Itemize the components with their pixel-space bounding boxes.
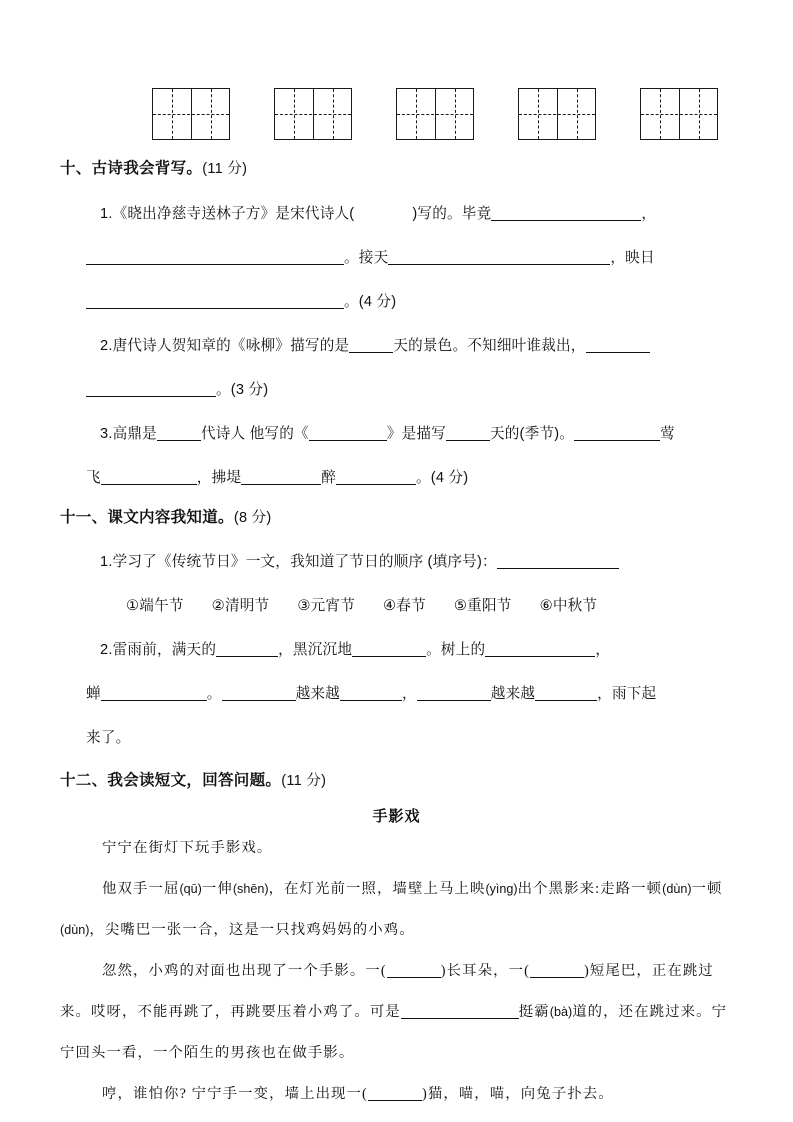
question-points: (4 分): [358, 294, 397, 310]
section-points: (11 分): [202, 161, 248, 177]
question-text: ，拂堤: [196, 470, 242, 486]
option-item[interactable]: ①端午节: [126, 598, 184, 614]
section-heading-11: [60, 505, 272, 527]
pinyin-annotation: (yìng): [485, 882, 518, 896]
answer-blank[interactable]: [86, 379, 216, 397]
answer-blank[interactable]: [222, 683, 296, 701]
passage-text: 他双手一屈: [102, 881, 180, 897]
question-10-3: [60, 412, 735, 500]
question-text: 。树上的: [426, 642, 486, 658]
answer-blank[interactable]: [101, 683, 207, 701]
section-points: (11 分): [281, 773, 327, 789]
answer-blank[interactable]: [157, 423, 201, 441]
passage-text: )长耳朵，一(: [440, 963, 530, 979]
question-11-2: [60, 628, 735, 760]
tianzige-cell[interactable]: [153, 89, 191, 139]
answer-blank[interactable]: [340, 683, 402, 701]
question-line: [60, 540, 735, 584]
question-text: 越来越: [490, 686, 536, 702]
passage-text: ，尖嘴巴一张一合，这是一只找鸡妈妈的小鸡。: [89, 922, 415, 938]
passage-text: )猫，喵，喵，向兔子扑去。: [421, 1086, 614, 1102]
tianzige-cell[interactable]: [557, 89, 595, 139]
answer-blank[interactable]: [417, 683, 491, 701]
answer-blank[interactable]: [86, 247, 344, 265]
answer-blank[interactable]: [535, 683, 597, 701]
section-heading-12: [60, 768, 326, 790]
tianzige-box[interactable]: [640, 88, 718, 140]
question-points: (4 分): [430, 470, 469, 486]
question-text: 学习了《传统节日》一文，我知道了节日的顺序 (填序号)：: [112, 554, 497, 570]
question-line: [60, 280, 735, 324]
section-title: 我会读短文，回答问题。: [107, 772, 282, 789]
question-line: [60, 672, 735, 716]
question-text: ，映日: [610, 250, 655, 266]
question-text: 天的景色。不知细叶谁裁出，: [393, 338, 586, 354]
question-text: 越来越: [295, 686, 340, 702]
answer-blank[interactable]: [388, 247, 610, 265]
reading-passage: [60, 828, 740, 1115]
passage-text: 出个黑影来:走路一顿: [517, 881, 663, 897]
question-text: 高鼎是: [112, 426, 157, 442]
tianzige-cell[interactable]: [519, 89, 557, 139]
question-text: 。: [216, 382, 231, 398]
passage-paragraph: [60, 1074, 740, 1115]
question-line: [60, 716, 735, 760]
question-text: ，: [641, 206, 657, 222]
question-text: ，: [595, 642, 611, 658]
question-line: [60, 192, 735, 236]
question-line: [60, 236, 735, 280]
section-points: (8 分): [233, 510, 272, 526]
question-text: 飞: [86, 470, 101, 486]
option-item[interactable]: ⑤重阳节: [453, 598, 512, 614]
question-text: 。: [206, 686, 222, 702]
section-heading-10: [60, 156, 247, 178]
question-points: (3 分): [230, 382, 269, 398]
pinyin-annotation: (dùn): [662, 882, 692, 896]
answer-blank[interactable]: [216, 639, 278, 657]
answer-blank[interactable]: [491, 203, 641, 221]
question-text: 蝉: [86, 686, 101, 702]
passage-text: 挺霸: [518, 1004, 550, 1020]
pinyin-annotation: (dùn): [60, 923, 90, 937]
question-text: 。接天: [344, 250, 389, 266]
passage-text: 宁宁在街灯下玩手影戏。: [102, 840, 273, 856]
tianzige-cell[interactable]: [313, 89, 351, 139]
question-label: 2.: [100, 642, 113, 658]
question-text: 天的(季节)。: [489, 426, 575, 442]
passage-text: 哼，谁怕你? 宁宁手一变，墙上出现一(: [102, 1086, 368, 1102]
answer-blank[interactable]: [530, 961, 584, 978]
question-text: 醉: [321, 470, 336, 486]
passage-text: ，在灯光前一照，墙壁上马上映: [268, 881, 486, 897]
question-text: ，: [401, 686, 417, 702]
option-item[interactable]: ②清明节: [211, 598, 270, 614]
passage-text: 忽然，小鸡的对面也出现了一个手影。一(: [102, 963, 387, 979]
question-text: 《晓出净慈寺送林子方》是宋代诗人(: [112, 206, 355, 222]
question-text: 》是描写: [386, 426, 446, 442]
option-item[interactable]: ⑥中秋节: [539, 598, 598, 614]
tianzige-box[interactable]: [396, 88, 474, 140]
tianzige-box[interactable]: [518, 88, 596, 140]
answer-blank[interactable]: [309, 423, 387, 441]
question-label: 2.: [100, 338, 113, 354]
section-number: 十、: [60, 160, 92, 177]
question-line: [60, 368, 735, 412]
passage-text: )短尾巴，正在跳过来。哎呀，不能再跳了，再跳要压着小鸡了。可是: [60, 963, 714, 1020]
question-10-2: [60, 324, 735, 412]
tianzige-cell[interactable]: [435, 89, 473, 139]
question-text: 雷雨前，满天的: [112, 642, 217, 658]
answer-blank[interactable]: [387, 961, 441, 978]
answer-blank[interactable]: [241, 467, 321, 485]
question-text: 。: [415, 470, 431, 486]
answer-blank[interactable]: [485, 639, 595, 657]
answer-blank[interactable]: [336, 467, 416, 485]
pinyin-annotation: (bà): [549, 1005, 573, 1019]
question-text: ，雨下起: [597, 686, 657, 702]
pinyin-annotation: (qū): [179, 882, 202, 896]
question-text: ，黑沉沉地: [278, 642, 353, 658]
tianzige-cell[interactable]: [275, 89, 313, 139]
answer-blank[interactable]: [401, 1002, 519, 1019]
passage-paragraph: [60, 951, 740, 1074]
answer-blank[interactable]: [86, 291, 344, 309]
question-line: [60, 628, 735, 672]
question-line: [60, 412, 735, 456]
section-number: 十二、: [60, 772, 108, 789]
question-text: 莺: [660, 426, 675, 442]
question-label: 3.: [100, 426, 113, 442]
question-label: 1.: [100, 554, 113, 570]
answer-blank[interactable]: [349, 335, 393, 353]
passage-text: 一伸: [201, 881, 233, 897]
tianzige-writing-boxes: [152, 88, 718, 140]
answer-blank[interactable]: [368, 1084, 422, 1101]
passage-text: 道的，还在跳过来。宁宁回头一看，一个陌生的男孩也在做手影。: [60, 1004, 728, 1061]
option-item[interactable]: ④春节: [383, 598, 426, 614]
question-line: [60, 456, 735, 500]
passage-paragraph: [60, 869, 740, 951]
tianzige-box[interactable]: [152, 88, 230, 140]
question-text: 代诗人 他写的《: [200, 426, 309, 442]
answer-blank[interactable]: [586, 335, 650, 353]
option-item[interactable]: ③元宵节: [297, 598, 356, 614]
question-11-1: [60, 540, 735, 628]
answer-blank[interactable]: [574, 423, 660, 441]
question-line: [60, 324, 735, 368]
tianzige-cell[interactable]: [641, 89, 679, 139]
passage-paragraph: [60, 828, 740, 869]
question-text: )写的。毕竟: [412, 206, 492, 222]
question-text: 唐代诗人贺知章的《咏柳》描写的是: [112, 338, 350, 354]
question-10-1: [60, 192, 735, 324]
answer-blank[interactable]: [101, 467, 197, 485]
answer-blank[interactable]: [352, 639, 426, 657]
festival-options-row: [60, 584, 735, 628]
section-number: 十一、: [60, 509, 108, 526]
answer-blank[interactable]: [497, 551, 619, 569]
tianzige-cell[interactable]: [397, 89, 435, 139]
tianzige-cell[interactable]: [679, 89, 717, 139]
section-title: 古诗我会背写。: [91, 160, 203, 177]
pinyin-annotation: (shēn): [232, 882, 269, 896]
question-text: 来了。: [86, 730, 131, 746]
tianzige-box[interactable]: [274, 88, 352, 140]
question-text: 。: [344, 294, 359, 310]
passage-text: 一顿: [691, 881, 723, 897]
answer-blank[interactable]: [446, 423, 490, 441]
passage-title: 手影戏: [372, 808, 421, 825]
section-title: 课文内容我知道。: [107, 509, 234, 526]
tianzige-cell[interactable]: [191, 89, 229, 139]
question-label: 1.: [100, 206, 113, 222]
